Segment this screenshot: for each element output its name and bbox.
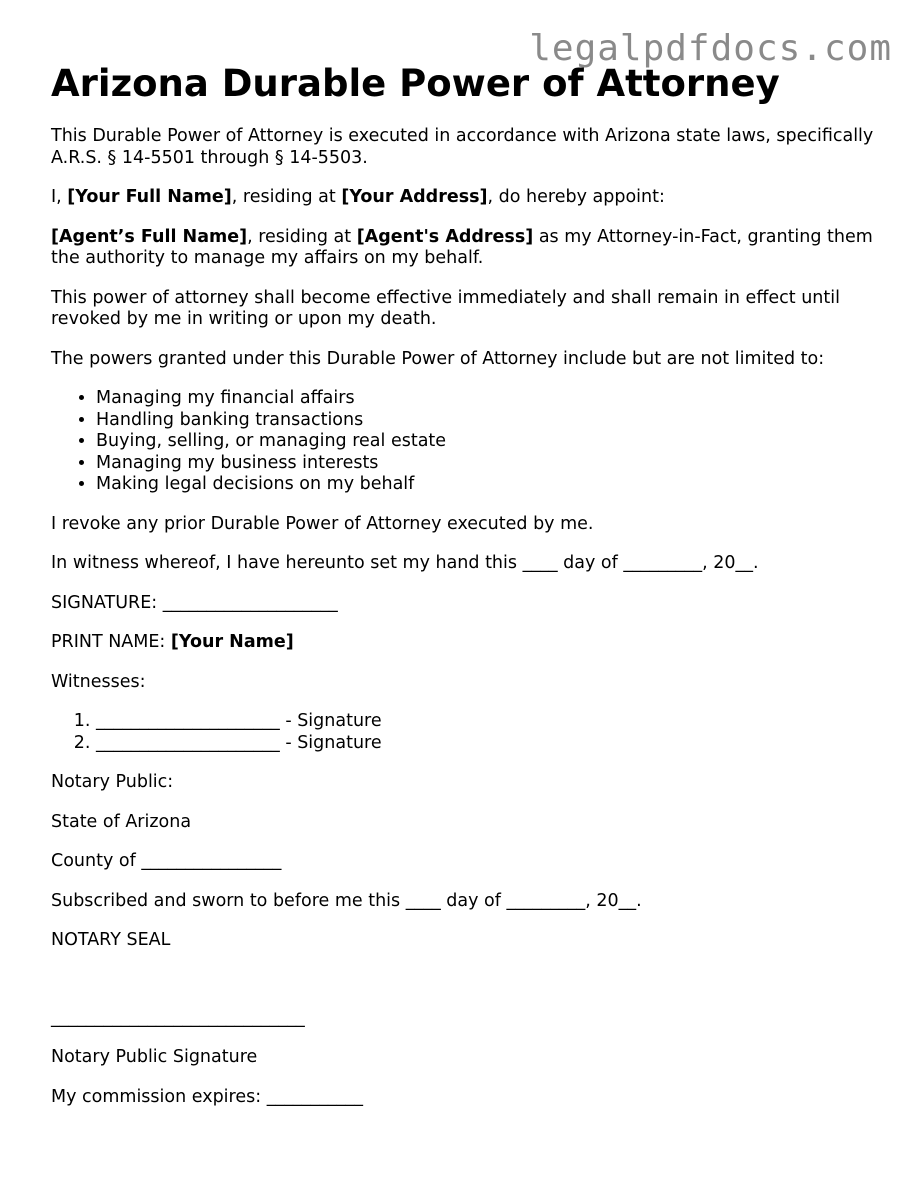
print-name-placeholder: [Your Name] xyxy=(170,632,294,653)
notary-signature-line: _____________________________ xyxy=(51,1007,305,1028)
notary-signature-label: Notary Public Signature xyxy=(51,1047,258,1068)
powers-intro: The powers granted under this Durable Power of Attorney include but are not limited to: xyxy=(51,348,825,369)
witnesses-label: Witnesses: xyxy=(51,671,146,692)
document-title: Arizona Durable Power of Attorney xyxy=(51,62,780,105)
witnesses-list xyxy=(51,711,881,754)
list-item: • Managing my financial affairs xyxy=(96,388,881,410)
agent-name-placeholder: [Agent’s Full Name] xyxy=(51,226,248,247)
agent-suffix: as my Attorney-in-Fact, granting them the authority to manage my affairs on my behalf. xyxy=(51,226,873,269)
witness-whereof: In witness whereof, I have hereunto set my hand this ____ day of _________, 20__. xyxy=(51,553,759,574)
notary-seal: NOTARY SEAL xyxy=(51,930,171,951)
county-line: County of ________________ xyxy=(51,851,282,872)
watermark: legalpdfdocs.com xyxy=(529,28,892,69)
document-body xyxy=(51,62,881,1126)
list-item: • Managing my business interests xyxy=(96,453,881,475)
print-name-label: PRINT NAME: xyxy=(51,632,171,653)
appoint-mid: , residing at xyxy=(231,187,342,208)
print-name xyxy=(51,632,881,654)
list-item: • Buying, selling, or managing real estate xyxy=(96,431,881,453)
powers-list xyxy=(51,388,881,496)
agent-paragraph xyxy=(51,227,881,270)
agent-address-placeholder: [Agent's Address] xyxy=(356,226,534,247)
revoke-paragraph: I revoke any prior Durable Power of Attorney executed by me. xyxy=(51,513,594,534)
appointment-paragraph xyxy=(51,187,881,209)
appoint-prefix: I, xyxy=(51,187,68,208)
signature-line: SIGNATURE: ____________________ xyxy=(51,592,338,613)
subscribed-line: Subscribed and sworn to before me this ____ day of _________, 20__. xyxy=(51,890,642,911)
effective-paragraph: This power of attorney shall become effective immediately and shall remain in effect until revoked by me in writing or upon my death. xyxy=(51,287,840,330)
list-item: • Making legal decisions on my behalf xyxy=(96,474,881,496)
agent-mid: , residing at xyxy=(247,226,357,247)
list-item: • Handling banking transactions xyxy=(96,410,881,432)
appoint-suffix: , do hereby appoint: xyxy=(487,187,665,208)
notary-label: Notary Public: xyxy=(51,772,174,793)
state-line: State of Arizona xyxy=(51,811,192,832)
commission-expires: My commission expires: ___________ xyxy=(51,1086,363,1107)
principal-name-placeholder: [Your Full Name] xyxy=(67,187,232,208)
intro-paragraph: This Durable Power of Attorney is executed in accordance with Arizona state laws, specifically A.R.S. § 14-5501 through § 14-5503. xyxy=(51,126,874,168)
list-item: 1. _____________________ - Signature xyxy=(96,711,881,733)
list-item: 2. _____________________ - Signature xyxy=(96,733,881,755)
principal-address-placeholder: [Your Address] xyxy=(341,187,488,208)
